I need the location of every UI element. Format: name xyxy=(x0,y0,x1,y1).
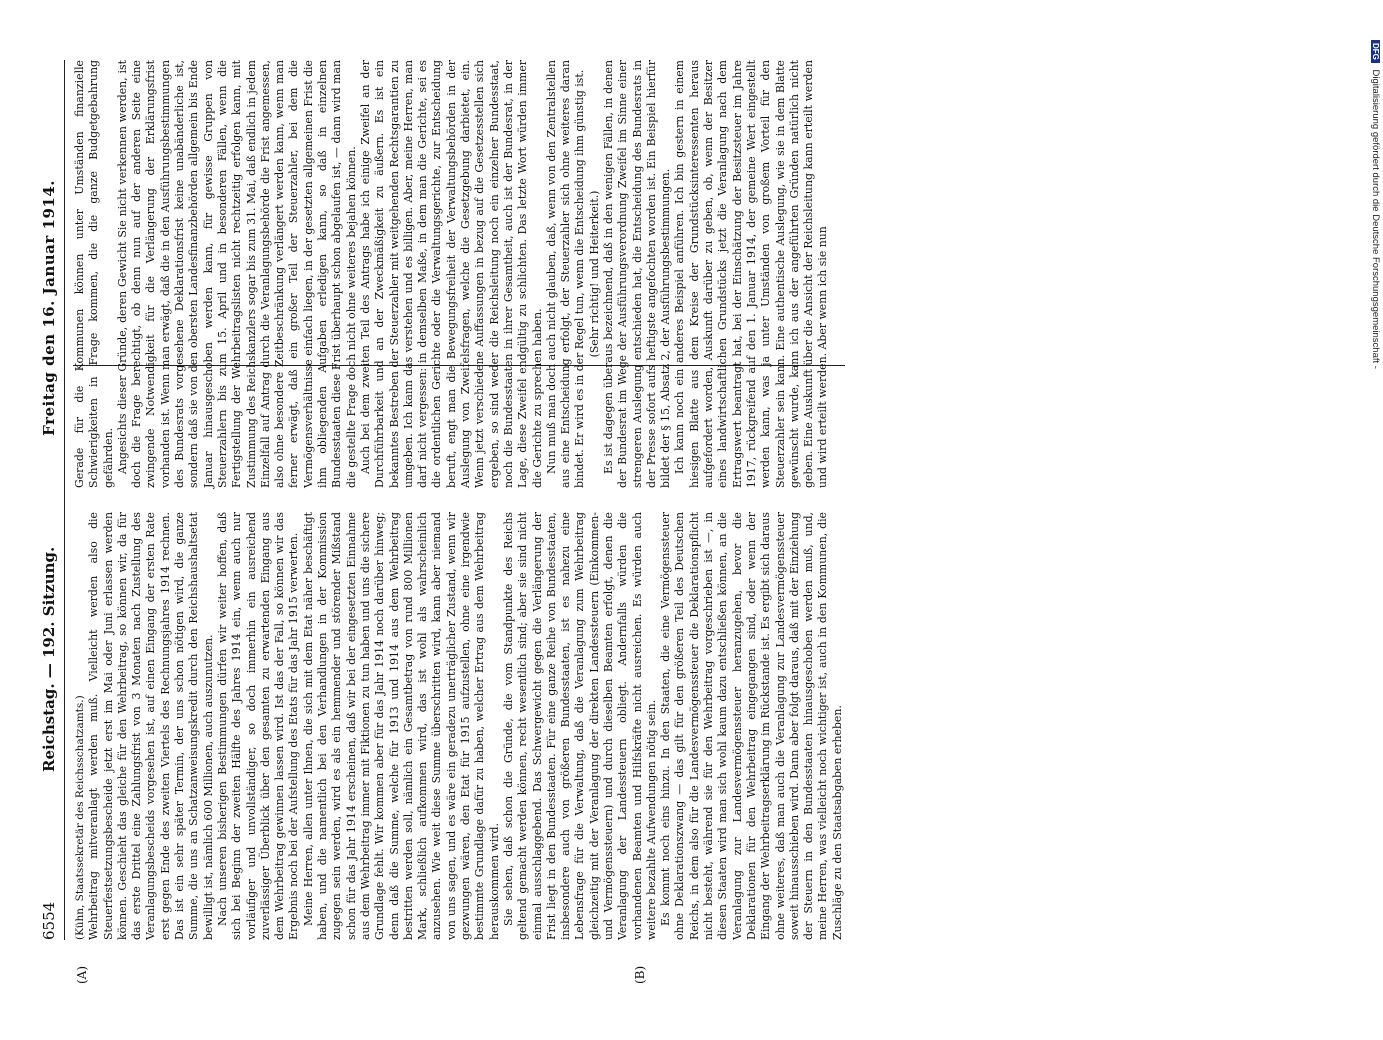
paragraph: Angesichts dieser Gründe, deren Gewicht Sie nicht verkennen werden, ist doch die Frage berechtigt, ob denn nun auf der anderen Seite eine zwingende Notwendigkeit für die Verlängerung der Erklärungsfrist vorhanden ist. Wenn man erwägt, daß die in den Ausführungsbestimmungen des Bundesrats vorgesehene Deklarationsfrist keine unabänderliche ist, sondern daß sie von den obersten Landesfinanzbehörden allgemein bis Ende Januar hinausgeschoben werden kann, für gewisse Gruppen von Steuerzahlern bis zum 15. April und in besonderen Fällen, wenn die Fertigstellung der Wehrbeitragslisten nicht rechtzeitig erfolgen kann, mit Zustimmung des Reichskanzlers sogar bis zum 31. Mai, daß endlich in jedem Einzelfall auf Antrag durch die Veranlagungsbehörde die Frist angemessen, also ohne besondere Zeitbeschränkung verlängert werden kann, wenn man ferner erwägt, daß ein großer Teil der Steuerzahler, bei dem die Vermögensverhältnisse einfach liegen, in der gesetzten allgemeinen Frist die ihm obliegenden Aufgaben erledigen kann, so daß in einzelnen Bundesstaaten diese Frist überhaupt schon abgelaufen ist, — dann wird man die gestellte Frage doch nicht ohne weiteres bejahen können. xyxy=(115,60,358,488)
right-column xyxy=(73,60,845,500)
digitization-credit xyxy=(1361,0,1381,1000)
page-number: 6554 xyxy=(40,901,58,940)
header-left-title: Reichstag. — 192. Sitzung. xyxy=(40,546,58,772)
page-header xyxy=(38,60,65,940)
paragraph: Es kommt noch eins hinzu. In den Staaten, die eine Vermögenssteuer ohne Deklarationszwang — das gilt für den größeren Teil des Deutschen Reichs, in dem also für die Landesvermögenssteuer die Deklarationspflicht nicht besteht, während sie für den Wehrbeitrag vorgeschrieben ist —, in diesen Staaten wird man sich wohl kaum dazu entschließen können, an die Veranlagung zur Landesvermögenssteuer heranzugehen, bevor die Deklarationen für den Wehrbeitrag eingegangen sind, oder wenn der Eingang der Wehrbeitragserklärung im Rückstande ist. Es ergibt sich daraus ohne weiteres, daß man auch die Veranlagung zur Landesvermögenssteuer soweit hinausschieben wird. Dann aber folgt daraus, daß mit der Einziehung der Steuern in den Bundesstaaten hinausgeschoben werden muß, und, meine Herren, was vielleicht noch wichtiger ist, auch in den Kommunen, die Zuschläge zu den Staatsabgaben erheben. xyxy=(659,512,844,940)
margin-mark-a: (A) xyxy=(75,965,89,984)
paragraph: Nun muß man doch auch nicht glauben, daß, wenn von den Zentralstellen aus eine Entscheidung erfolgt, der Steuerzahler sich ohne weiteres daran bindet. Er wird es in der Regel tun, wenn die Entscheidung ihm günstig ist. xyxy=(544,60,587,488)
speaker-line: (Kühn, Staatssekretär des Reichsschatzamts.) xyxy=(74,695,86,940)
paragraph: Gerade für die Kommunen können unter Umständen finanzielle Schwierigkeiten in Frage kommen, die die ganze Budgetgebahrung gefährden. xyxy=(73,60,115,488)
paragraph: Sie sehen, daß schon die Gründe, die vom Standpunkte des Reichs geltend gemacht werden können, recht wesentlich sind; aber sie sind nicht einmal ausschlaggebend. Das Schwergewicht gegen die Verlängerung der Frist liegt in den Bundesstaaten. Für eine ganze Reihe von Bundesstaaten, insbesondere auch von größeren Bundesstaaten, ist es nahezu eine Lebensfrage für die Verwaltung, daß die Veranlagung zum Wehrbeitrag gleichzeitig mit der Veranlagung der direkten Landessteuern (Einkommen- und Vermögenssteuern) und durch dieselben Beamten erfolgt, denen die Veranlagung der Landessteuern obliegt. Andernfalls würden die vorhandenen Beamten und Hilfskräfte nicht ausreichen. Es würden auch weitere bezahlte Aufwendungen nötig sein. xyxy=(501,512,658,940)
text-columns xyxy=(73,60,845,984)
interjection: (Sehr richtig! und Heiterkeit.) xyxy=(587,190,601,358)
credit-text: Digitalisierung gefördert durch die Deutsche Forschungsgemeinschaft - xyxy=(1370,69,1381,369)
margin-mark-b: (B) xyxy=(633,965,647,984)
paragraph: Es ist dagegen überaus bezeichnend, daß in den wenigen Fällen, in denen der Bundesrat im Wege der Ausführungsverordnung Zweifel im Sinne einer strengeren Auslegung entschieden hat, die Entscheidung des Bundesrats in der Presse sofort aufs heftigste angefochten worden ist. Ein Beispiel hierfür bildet der § 15, Absatz 2, der Ausführungsbestimmungen. xyxy=(601,60,673,488)
paragraph: Auch bei dem zweiten Teil des Antrags habe ich einige Zweifel an der Durchführbarkeit und an der Zweckmäßigkeit zu äußern. Es ist ein bekanntes Bestreben der Steuerzahler mit weitgehenden Rechtsgarantien zu umgeben. Ich kann das verstehen und es billigen. Aber, meine Herren, man darf nicht vergessen: in demselben Maße, in dem man die Gerichte, sei es die ordentlichen Gerichte oder die Verwaltungsgerichte, zur Entscheidung beruft, engt man die Bewegungsfreiheit der Verwaltungsbehörden in der Auslegung von Zweifelsfragen, welche die Gesetzgebung darbietet, ein. Wenn jetzt verschiedene Auffassungen in bezug auf die Gesetzesstellen sich ergeben, so sind weder die Reichsleitung noch ein einzelner Bundesstaat, noch die Bundesstaaten in ihrer Gesamtheit, auch ist der Bundesrat, in der Lage, diese Zweifel endgültig zu schlichten. Das letzte Wort würden immer die Gerichte zu sprechen haben. xyxy=(358,60,544,488)
left-column xyxy=(73,500,845,940)
dfg-logo: DFG xyxy=(1371,40,1380,63)
header-right-title: Freitag den 16. Januar 1914. xyxy=(40,180,58,436)
paragraph: Meine Herren, allen unter Ihnen, die sich mit dem Etat näher beschäftigt haben, und die namentlich bei den Verhandlungen in der Kommission zugegen sein werden, wird es als ein hemmender und störender Mißstand schon für das Jahr 1914 erscheinen, daß wir bei der eingesetzten Einnahme aus dem Wehrbeitrag immer mit Fiktionen zu tun haben und uns die sichere Grundlage fehlt. Wir kommen aber für das Jahr 1914 noch darüber hinweg; denn daß die Summe, welche für 1913 und 1914 aus dem Wehrbeitrag bestritten werden soll, nämlich ein Gesamtbetrag von rund 800 Millionen Mark, schließlich aufkommen wird, das ist wohl als wahrscheinlich anzusehen. Wie weit diese Summe überschritten wird, kann aber niemand von uns sagen, und es wäre ein geradezu unerträglicher Zustand, wenn wir gezwungen wären, den Etat für 1915 aufzustellen, ohne eine irgendwie bestimmte Grundlage dafür zu haben, welcher Ertrag aus dem Wehrbeitrag herauskommen wird. xyxy=(301,512,501,940)
paragraph: Ich kann noch ein anderes Beispiel anführen. Ich bin gestern in einem hiesigen Blatte aus dem Kreise der Grundstücksinteressenten heraus aufgefordert worden, Auskunft darüber zu geben, ob, wenn der Besitzer eines landwirtschaftlichen Grundstücks jetzt die Veranlagung nach dem Ertragswert beantragt hat, bei der Einschätzung der Besitzsteuer im Jahre 1917, rückgreifend auf den 1. Januar 1914, der gemeine Wert eingestellt werden kann, was ja unter Umständen von großem Vorteil für den Steuerzahler sein kann. Eine authentische Auslegung, wie sie in dem Blatte gewünscht wurde, kann ich aus der angeführten Gründen natürlich nicht geben. Eine Auskunft über die Ansicht der Reichsleitung kann erteilt werden und wird erteilt werden. Aber wenn ich sie nun xyxy=(673,60,830,488)
paragraph: Wehrbeitrag mitveranlagt werden muß. Vielleicht werden also die Steuerfestsetzungsbescheide jetzt erst im Mai oder Juni erlassen werden können. Geschieht das gleiche für den Wehrbeitrag, so können wir, da für das erste Drittel eine Zahlungsfrist von 3 Monaten nach Zustellung des Veranlagungsbescheids vorgesehen ist, auf einen Eingang der ersten Rate erst gegen Ende des zweiten Viertels des Rechnungsjahres 1914 rechnen. Das ist ein sehr später Termin, der uns schon nötigen wird, die ganze Summe, die uns an Schatzanweisungskredit durch den Reichshaushaltsetat bewilligt ist, nämlich 600 Millionen, auch auszunutzen. xyxy=(87,512,215,940)
paragraph: Nach unseren bisherigen Bestimmungen dürfen wir weiter hoffen, daß sich bei Beginn der zweiten Hälfte des Jahres 1914 ein, wenn auch nur vorläufiger und unvollständiger, so doch immerhin ein ausreichend zuverlässiger Überblick über den gesamten zu erwartenden Eingang aus dem Wehrbeitrag gewinnen lassen wird. Ist das der Fall, so können wir das Ergebnis noch bei der Aufstellung des Etats für das Jahr 1915 verwerten. xyxy=(215,512,301,940)
